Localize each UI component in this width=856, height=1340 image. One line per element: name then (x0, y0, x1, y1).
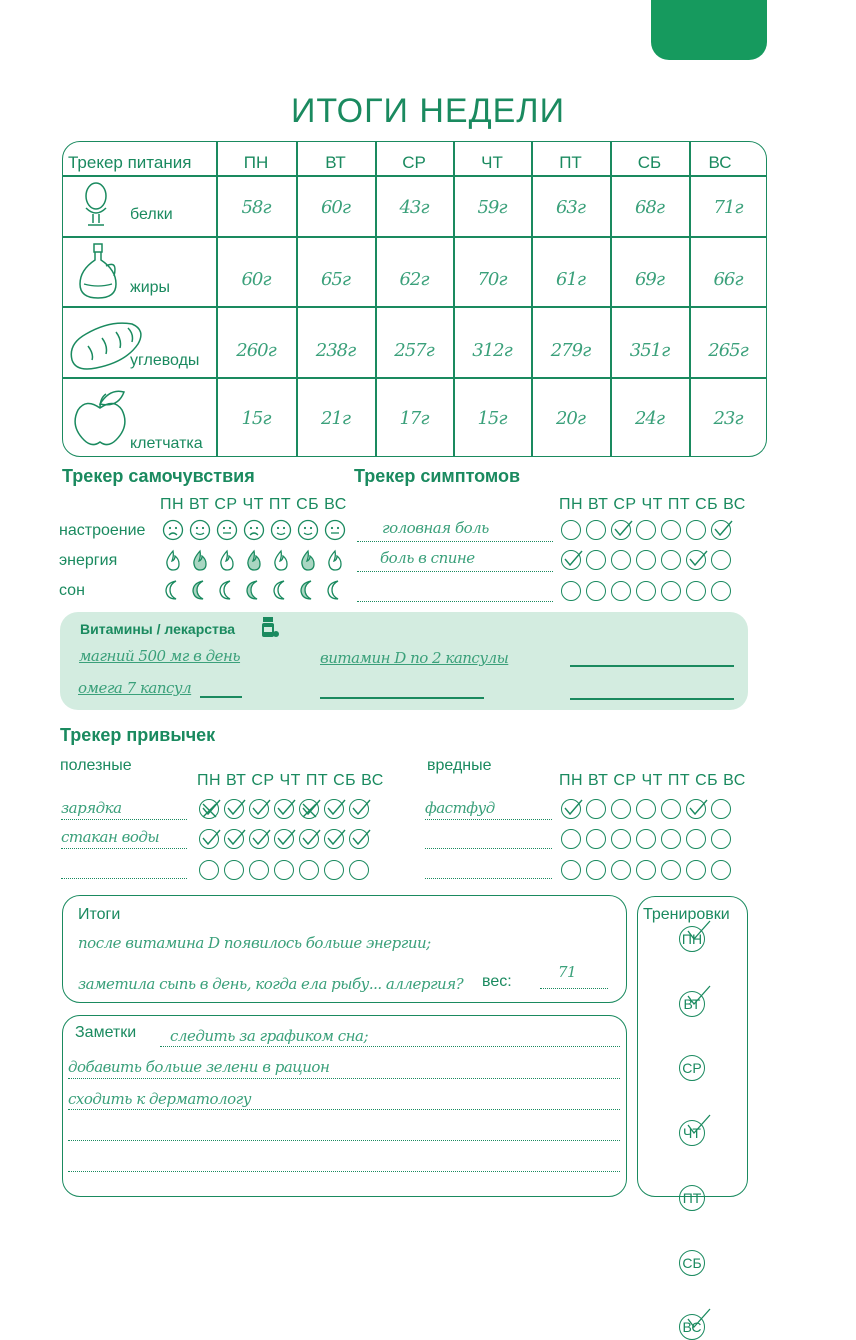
training-day-label: СБ (682, 1254, 702, 1271)
wellbeing-label: настроение (59, 522, 146, 539)
symptom-checks (561, 581, 731, 601)
checkbox-circle[interactable] (611, 860, 631, 880)
wellbeing-label: энергия (59, 552, 118, 569)
notes-text: следить за графиком сна; (170, 1027, 369, 1045)
nutrition-value: 23г (713, 408, 743, 429)
page-title: ИТОГИ НЕДЕЛИ (290, 92, 566, 130)
vitamin-line[interactable] (200, 696, 242, 698)
checkbox-circle[interactable] (324, 829, 344, 849)
nutrition-value: 71г (713, 197, 743, 218)
checkbox-circle[interactable] (636, 520, 656, 540)
checkbox-circle[interactable] (274, 829, 294, 849)
checkbox-circle[interactable] (199, 799, 219, 819)
face-icon[interactable] (189, 519, 211, 546)
checkbox-circle[interactable] (586, 860, 606, 880)
checkbox-circle[interactable] (349, 799, 369, 819)
oil-bottle-icon (74, 240, 122, 302)
nutrition-value: 21г (320, 408, 350, 429)
vitamin-entry: витамин D по 2 капсулы (320, 649, 509, 667)
nutrition-value: 312г (472, 340, 512, 361)
nutrition-value: 60г (320, 197, 350, 218)
row-label: клетчатка (130, 435, 203, 452)
checkbox-circle[interactable] (299, 799, 319, 819)
nutrition-value: 17г (399, 408, 429, 429)
nutrition-value: 60г (241, 269, 271, 290)
summary-title: Итоги (78, 906, 121, 923)
day-header: СБ (637, 153, 662, 172)
pill-bottle-icon (260, 615, 280, 639)
notes-line[interactable] (68, 1140, 620, 1141)
nutrition-value: 66г (713, 269, 743, 290)
nutrition-value: 15г (241, 408, 271, 429)
nutrition-value: 59г (477, 197, 507, 218)
checkbox-circle[interactable] (249, 799, 269, 819)
checkbox-circle[interactable] (561, 581, 581, 601)
vitamin-entry: омега 7 капсул (78, 679, 192, 697)
weight-line[interactable] (540, 988, 608, 989)
checkbox-circle[interactable] (661, 860, 681, 880)
checkbox-circle[interactable] (249, 860, 269, 880)
row-label: углеводы (130, 352, 200, 369)
mood-icons (162, 519, 346, 546)
energy-icons (162, 549, 346, 576)
nutrition-value: 24г (634, 408, 664, 429)
bad-habits-label: вредные (427, 757, 492, 774)
checkbox-circle[interactable] (586, 799, 606, 819)
row-label: жиры (130, 279, 171, 296)
checkbox-circle[interactable] (611, 829, 631, 849)
symptom-line[interactable] (357, 541, 553, 542)
habit-line[interactable] (425, 819, 552, 820)
checkbox-circle[interactable] (611, 799, 631, 819)
checkbox-circle[interactable] (349, 860, 369, 880)
checkbox-circle[interactable] (561, 520, 581, 540)
row-label: белки (130, 206, 173, 223)
wellbeing-days: ПН ВТ СР ЧТ ПТ СБ ВС (160, 496, 347, 513)
checkbox-circle[interactable] (636, 860, 656, 880)
bad-habits-days: ПН ВТ СР ЧТ ПТ СБ ВС (559, 772, 746, 789)
egg-icon (80, 180, 112, 232)
notes-line[interactable] (160, 1046, 620, 1047)
nutrition-value: 279г (550, 340, 591, 361)
moon-icon[interactable] (243, 579, 265, 606)
moon-icon[interactable] (189, 579, 211, 606)
nutrition-value: 68г (634, 197, 664, 218)
checkbox-circle[interactable] (661, 829, 681, 849)
checkbox-circle[interactable] (561, 550, 581, 570)
good-habits-label: полезные (60, 757, 132, 774)
checkbox-circle[interactable] (349, 829, 369, 849)
symptom-checks (561, 520, 731, 540)
checkbox-circle[interactable] (661, 550, 681, 570)
sleep-icons (162, 579, 346, 606)
checkbox-circle[interactable] (711, 520, 731, 540)
checkbox-circle[interactable] (711, 581, 731, 601)
moon-icon[interactable] (216, 579, 238, 606)
nutrition-value: 63г (555, 197, 585, 218)
face-icon[interactable] (297, 519, 319, 546)
training-day-label: ЧТ (683, 1125, 701, 1142)
wellbeing-title: Трекер самочувствия (62, 466, 255, 486)
checkbox-circle[interactable] (586, 520, 606, 540)
nutrition-value: 351г (629, 340, 670, 361)
habit-checks (561, 860, 731, 880)
notes-text: сходить к дерматологу (68, 1090, 251, 1108)
nutrition-value: 58г (241, 197, 271, 218)
checkbox-circle[interactable] (224, 860, 244, 880)
day-header: ПТ (559, 153, 582, 172)
nutrition-value: 15г (477, 408, 507, 429)
habit-text: стакан воды (61, 828, 160, 846)
notes-line[interactable] (68, 1078, 620, 1079)
summary-line: после витамина D появилось больше энергии; (78, 934, 431, 952)
face-icon[interactable] (243, 519, 265, 546)
symptom-checks (561, 550, 731, 570)
checkbox-circle[interactable] (686, 550, 706, 570)
checkbox-circle[interactable] (686, 799, 706, 819)
habit-text: фастфуд (425, 799, 495, 817)
checkbox-circle[interactable] (324, 860, 344, 880)
training-day-label: ПН (681, 931, 703, 947)
training-day[interactable] (679, 991, 705, 1017)
face-icon[interactable] (270, 519, 292, 546)
habit-checks (199, 799, 369, 819)
habit-line[interactable] (61, 848, 187, 849)
checkbox-circle[interactable] (586, 550, 606, 570)
habit-checks (199, 860, 369, 880)
face-icon[interactable] (216, 519, 238, 546)
day-header: ВС (708, 153, 732, 172)
nutrition-value: 265г (708, 340, 748, 361)
moon-icon[interactable] (297, 579, 319, 606)
symptom-text: боль в спине (380, 549, 475, 567)
face-icon[interactable] (324, 519, 346, 546)
day-header: СР (402, 153, 426, 172)
symptom-text: головная боль (382, 519, 489, 537)
good-habits-days: ПН ВТ СР ЧТ ПТ СБ ВС (197, 772, 384, 789)
page-corner-tab (651, 0, 767, 60)
nutrition-value: 61г (555, 269, 585, 290)
vitamins-title: Витамины / лекарства (80, 621, 236, 637)
checkbox-circle[interactable] (561, 799, 581, 819)
checkbox-circle[interactable] (324, 799, 344, 819)
nutrition-value: 62г (399, 269, 429, 290)
habit-checks (561, 829, 731, 849)
checkbox-circle[interactable] (586, 581, 606, 601)
checkbox-circle[interactable] (611, 550, 631, 570)
wellbeing-label: сон (59, 582, 85, 599)
checkbox-circle[interactable] (636, 581, 656, 601)
table-divider (62, 236, 767, 238)
checkbox-circle[interactable] (274, 860, 294, 880)
notes-line[interactable] (68, 1171, 620, 1172)
checkbox-circle[interactable] (561, 860, 581, 880)
vitamin-line[interactable] (320, 697, 484, 699)
habit-line[interactable] (61, 878, 187, 879)
nutrition-value: 260г (236, 340, 276, 361)
checkbox-circle[interactable] (274, 799, 294, 819)
checkbox-circle[interactable] (299, 829, 319, 849)
moon-icon[interactable] (270, 579, 292, 606)
symptoms-days: ПН ВТ СР ЧТ ПТ СБ ВС (559, 496, 746, 513)
training-day-label: ВТ (683, 995, 701, 1012)
table-divider (62, 377, 767, 379)
day-header: ВТ (325, 153, 346, 172)
training-day-label: СР (682, 1060, 702, 1077)
habit-line[interactable] (61, 819, 187, 820)
symptom-line[interactable] (357, 571, 553, 572)
checkbox-circle[interactable] (224, 799, 244, 819)
checkbox-circle[interactable] (249, 829, 269, 849)
flame-icon[interactable] (270, 549, 292, 576)
flame-icon[interactable] (324, 549, 346, 576)
table-divider (62, 306, 767, 308)
notes-line[interactable] (68, 1109, 620, 1110)
checkbox-circle[interactable] (686, 860, 706, 880)
training-day[interactable] (679, 1185, 705, 1211)
symptom-line[interactable] (357, 601, 553, 602)
checkbox-circle[interactable] (299, 860, 319, 880)
checkbox-circle[interactable] (711, 860, 731, 880)
checkbox-circle[interactable] (636, 799, 656, 819)
training-day[interactable] (679, 1250, 705, 1276)
nutrition-value: 70г (477, 269, 507, 290)
nutrition-value: 43г (399, 197, 429, 218)
table-divider (62, 175, 767, 177)
nutrition-header: Трекер питания (68, 153, 192, 172)
notes-title: Заметки (75, 1024, 137, 1041)
habit-line[interactable] (425, 878, 552, 879)
notes-text: добавить больше зелени в рацион (68, 1058, 330, 1076)
checkbox-circle[interactable] (711, 829, 731, 849)
training-day-label: ПТ (682, 1189, 702, 1206)
habits-title: Трекер привычек (60, 725, 216, 745)
habit-text: зарядка (61, 799, 122, 817)
vitamin-line[interactable] (570, 665, 734, 667)
face-icon[interactable] (162, 519, 184, 546)
vitamin-line[interactable] (570, 698, 734, 700)
habit-checks (199, 829, 369, 849)
flame-icon[interactable] (162, 549, 184, 576)
weight-label: вес: (482, 973, 512, 990)
flame-icon[interactable] (216, 549, 238, 576)
flame-icon[interactable] (189, 549, 211, 576)
day-header: ЧТ (481, 153, 503, 172)
checkbox-circle[interactable] (661, 581, 681, 601)
checkbox-circle[interactable] (711, 550, 731, 570)
checkbox-circle[interactable] (561, 829, 581, 849)
moon-icon[interactable] (324, 579, 346, 606)
checkbox-circle[interactable] (636, 550, 656, 570)
checkbox-circle[interactable] (224, 829, 244, 849)
nutrition-value: 238г (315, 340, 356, 361)
checkbox-circle[interactable] (661, 520, 681, 540)
day-header: ПН (243, 153, 269, 172)
checkbox-circle[interactable] (199, 829, 219, 849)
habit-line[interactable] (425, 848, 552, 849)
trainings-title: Тренировки (643, 906, 730, 923)
nutrition-value: 65г (320, 269, 350, 290)
flame-icon[interactable] (297, 549, 319, 576)
checkbox-circle[interactable] (686, 581, 706, 601)
checkbox-circle[interactable] (686, 520, 706, 540)
weight-value: 71 (558, 963, 577, 981)
training-day[interactable] (679, 1314, 705, 1340)
summary-line: заметила сыпь в день, когда ела рыбу... аллергия? (78, 975, 464, 993)
checkbox-circle[interactable] (636, 829, 656, 849)
checkbox-circle[interactable] (661, 799, 681, 819)
symptoms-title: Трекер симптомов (354, 466, 521, 486)
checkbox-circle[interactable] (711, 799, 731, 819)
training-day[interactable] (679, 926, 705, 952)
habit-checks (561, 799, 731, 819)
apple-icon (70, 386, 130, 450)
vitamin-entry: магний 500 мг в день (79, 647, 241, 665)
nutrition-value: 257г (394, 340, 434, 361)
checkbox-circle[interactable] (199, 860, 219, 880)
checkbox-circle[interactable] (686, 829, 706, 849)
training-day[interactable] (679, 1120, 705, 1146)
nutrition-value: 69г (634, 269, 664, 290)
checkbox-circle[interactable] (611, 520, 631, 540)
nutrition-value: 20г (555, 408, 585, 429)
flame-icon[interactable] (243, 549, 265, 576)
checkbox-circle[interactable] (611, 581, 631, 601)
checkbox-circle[interactable] (586, 829, 606, 849)
training-day-label: ВС (682, 1319, 702, 1336)
moon-icon[interactable] (162, 579, 184, 606)
